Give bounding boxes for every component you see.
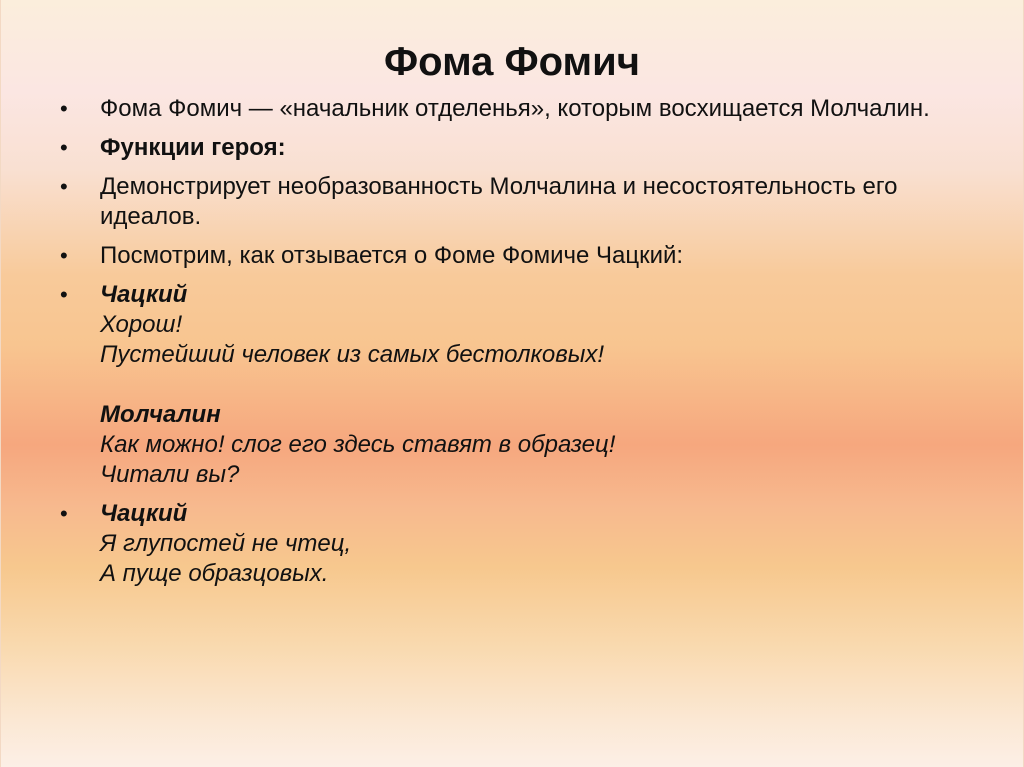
bullet-icon: • — [60, 282, 68, 307]
dialogue-line: Читали вы? — [100, 461, 240, 488]
bullet-text: Посмотрим, как отзывается о Фоме Фомиче Чацкий: — [100, 242, 684, 269]
bullet-icon: • — [60, 135, 68, 160]
bullet-list — [56, 94, 956, 598]
speaker-name: Чацкий — [100, 281, 188, 308]
bullet-item — [56, 94, 956, 124]
dialogue-line: Хорош! — [100, 311, 183, 338]
dialogue-item — [56, 280, 956, 490]
bullet-item — [56, 172, 956, 232]
bullet-icon: • — [60, 501, 68, 526]
speaker-name: Молчалин — [100, 401, 221, 428]
speaker-name: Чацкий — [100, 500, 188, 527]
dialogue-item — [56, 499, 956, 589]
dialogue-line: Я глупостей не чтец, — [100, 530, 352, 557]
slide-title: Фома Фомич — [384, 40, 640, 84]
dialogue-line: А пуще образцовых. — [100, 560, 329, 587]
bullet-item — [56, 133, 956, 163]
bullet-icon: • — [60, 174, 68, 199]
bullet-icon: • — [60, 243, 68, 268]
bullet-icon: • — [60, 96, 68, 121]
spacer — [100, 370, 956, 400]
bullet-text: Фома Фомич — «начальник отделенья», которым восхищается Молчалин. — [100, 95, 930, 122]
bullet-text: Функции героя: — [100, 134, 286, 161]
dialogue-line: Как можно! слог его здесь ставят в образец! — [100, 431, 616, 458]
bullet-item — [56, 241, 956, 271]
dialogue-line: Пустейший человек из самых бестолковых! — [100, 341, 605, 368]
bullet-text: Демонстрирует необразованность Молчалина и несостоятельность его идеалов. — [100, 173, 898, 230]
